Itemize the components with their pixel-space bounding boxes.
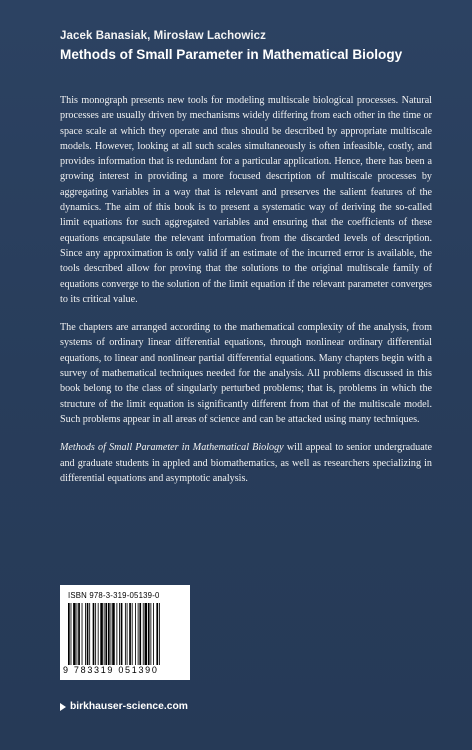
barcode-bar xyxy=(132,603,133,665)
barcode-bar xyxy=(95,603,96,665)
barcode-bar xyxy=(68,603,70,665)
authors: Jacek Banasiak, Mirosław Lachowicz xyxy=(60,30,267,42)
book-title: Methods of Small Parameter in Mathematical Biology xyxy=(60,47,403,62)
barcode-bar xyxy=(129,603,131,665)
barcode-bar xyxy=(143,603,144,665)
barcode-bar xyxy=(104,603,105,665)
description-paragraph-3-rest: will appeal to senior undergraduate and graduate students in appled and biomathematics, as well as researchers specializing in differential equations and asymptotic analysis. xyxy=(60,442,433,484)
barcode-bar xyxy=(127,603,128,665)
barcode-bar xyxy=(145,603,148,665)
barcode-bar xyxy=(139,603,141,665)
barcode-bars xyxy=(68,603,182,665)
isbn: ISBN 978-3-319-05139-0 xyxy=(68,591,160,600)
description-paragraph-1: This monograph presents new tools for modeling multiscale biological processes. Natural processes are usually driven by mechanisms widely differing from each other in the time or space scale at which they operate and thus should be described by appropriate multiscale models. However, looking at all such scales simultaneously is often infeasible, costly, and provides information that is redundant for a particular application. Hence, there has been a growing interest in providing a more focused description of multiscale processes by aggregating variables in a way that is relevant and preserves the salient features of the dynamics. The aim of this book is to present a systematic way of deriving the so-called limit equations for such aggregated variables and ensuring that the coefficients of these equations encapsulate the relevant information from the discarded levels of description. Since any approximation is only valid if an estimate of the incurred error is available, the tools described allow for proving that the solutions to the original multiscale family of equations converge to the solution of the limit equation if the relevant parameter converges to its critical value. xyxy=(60,95,432,305)
book-title-italic: Methods of Small Parameter in Mathematical Biology xyxy=(60,442,284,454)
barcode-bar xyxy=(87,603,89,665)
barcode-bar xyxy=(73,603,76,665)
barcode-bar xyxy=(85,603,86,665)
barcode-bar xyxy=(121,603,123,665)
description-paragraph-2: The chapters are arranged according to the mathematical complexity of the analysis, from systems of ordinary linear differential equations, through nonlinear ordinary differential equations, to linear and nonlinear partial differential equations. Many chapters begin with a survey of mathematical techniques needed for the analysis. All problems discussed in this book belong to the class of singularly perturbed problems; that is, problems in which the structure of the limit equation is significantly different from that of the multiscale model. Such problems appear in all areas of science and can be attacked using many techniques. xyxy=(60,322,432,425)
barcode-bar xyxy=(100,603,103,665)
barcode-bar xyxy=(150,603,151,665)
barcode-bar xyxy=(71,603,72,665)
barcode-bar xyxy=(77,603,78,665)
barcode-bar xyxy=(125,603,126,665)
barcode-bar xyxy=(105,603,107,665)
barcode-bar xyxy=(156,603,158,665)
description xyxy=(60,93,432,499)
barcode-bar xyxy=(119,603,120,665)
barcode-bar xyxy=(148,603,150,665)
barcode-bar xyxy=(112,603,115,665)
barcode-bar xyxy=(111,603,112,665)
barcode-bar xyxy=(98,603,99,665)
barcode-bar xyxy=(153,603,154,665)
publisher-url: birkhauser-science.com xyxy=(70,701,188,712)
barcode-digits: 9 783319 051390 xyxy=(63,665,159,675)
description-paragraph-3 xyxy=(60,440,432,486)
barcode-bar xyxy=(89,603,90,665)
barcode-bar xyxy=(108,603,110,665)
barcode-bar xyxy=(116,603,117,665)
barcode-bar xyxy=(159,603,160,665)
barcode-bar xyxy=(93,603,95,665)
barcode-bar xyxy=(135,603,136,665)
publisher-link[interactable] xyxy=(60,701,188,712)
barcode-bar xyxy=(82,603,83,665)
barcode-bar xyxy=(138,603,139,665)
barcode xyxy=(60,585,190,680)
arrow-right-icon xyxy=(60,703,66,711)
barcode-bar xyxy=(78,603,80,665)
